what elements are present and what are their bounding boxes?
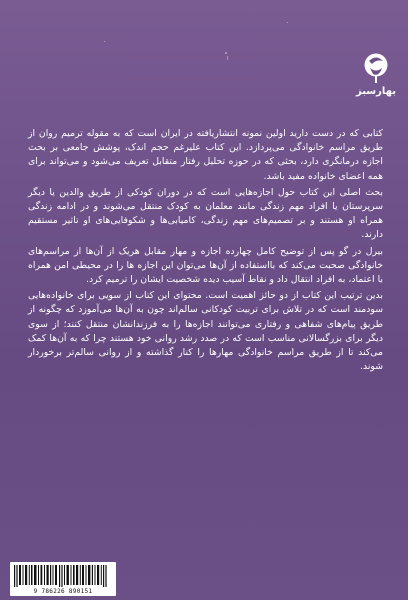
texture-speck — [225, 52, 227, 54]
isbn-number: 9 786226 890151 — [33, 588, 93, 595]
texture-speck — [227, 56, 228, 60]
texture-speck — [287, 22, 288, 23]
publisher-logo-icon — [363, 52, 389, 84]
publisher-logo — [356, 52, 396, 112]
back-cover-blurb — [28, 127, 383, 374]
blurb-paragraph: بیرل در گو پس از توضیح کامل چهارده اجازه و مهار مقابل هریک از آن‌ها از مراسم‌های خانوادگی صحبت می‌کند که بااستفاده از آن‌ها می‌توان این اجازه ها را در محیطی امن همراه با اعتماد، به افراد انتقال داد و نقاط آسیب دیده شخصیت ایشان را ترمیم کرد. — [28, 245, 383, 286]
blurb-paragraph: کتابی که در دست دارید اولین نمونه انتشاریافته در ایران است که به مقوله ترمیم روان از طریق مراسم خانوادگی می‌پردازد. این کتاب علیرغم حجم اندک، پوشش جامعی بر بحث اجازه درمانگری دارد، بحثی که در حوزه تحلیل رفتار متقابل تعریف می‌شود و می‌تواند برای همه اعضای خانواده مفید باشد. — [28, 128, 383, 182]
publisher-name: بهارسبز — [355, 86, 396, 97]
blurb-paragraph: بدین ترتیب این کتاب از دو حائز اهمیت است. محتوای این کتاب از سویی برای خانواده‌هایی سودمند است که در تلاش برای تربیت کودکانی سالم‌اند چون به آن‌ها می‌آموزد که چگونه از طریق پیام‌های شفاهی و رفتاری می‌توانند اجازه‌ها را به فرزندانشان منتقل کنند؛ از سوی دیگر برای بزرگسالانی مناسب است که در صدد رشد روانی خود هستند چرا که به آن‌ها کمک می‌کند تا از طریق مراسم خانوادگی مهارها را کنار گذاشته و از روانی سالم‌تر برخوردار شوند. — [28, 290, 383, 373]
texture-speck — [104, 41, 105, 42]
blurb-paragraph: بحث اصلی این کتاب حول اجازه‌هایی است که در دوران کودکی از طریق والدین یا دیگر سرپرستان یا افراد مهم زندگی مانند معلمان به کودک منتقل می‌شوند و در ادامه زندگی همراه او هستند و بر تصمیم‌های مهم زندگی، کامیابی‌ها و شکوفایی‌های او تاثیر مستقیم دارند. — [28, 186, 383, 241]
barcode-bars — [14, 565, 112, 587]
isbn-barcode — [10, 562, 116, 596]
